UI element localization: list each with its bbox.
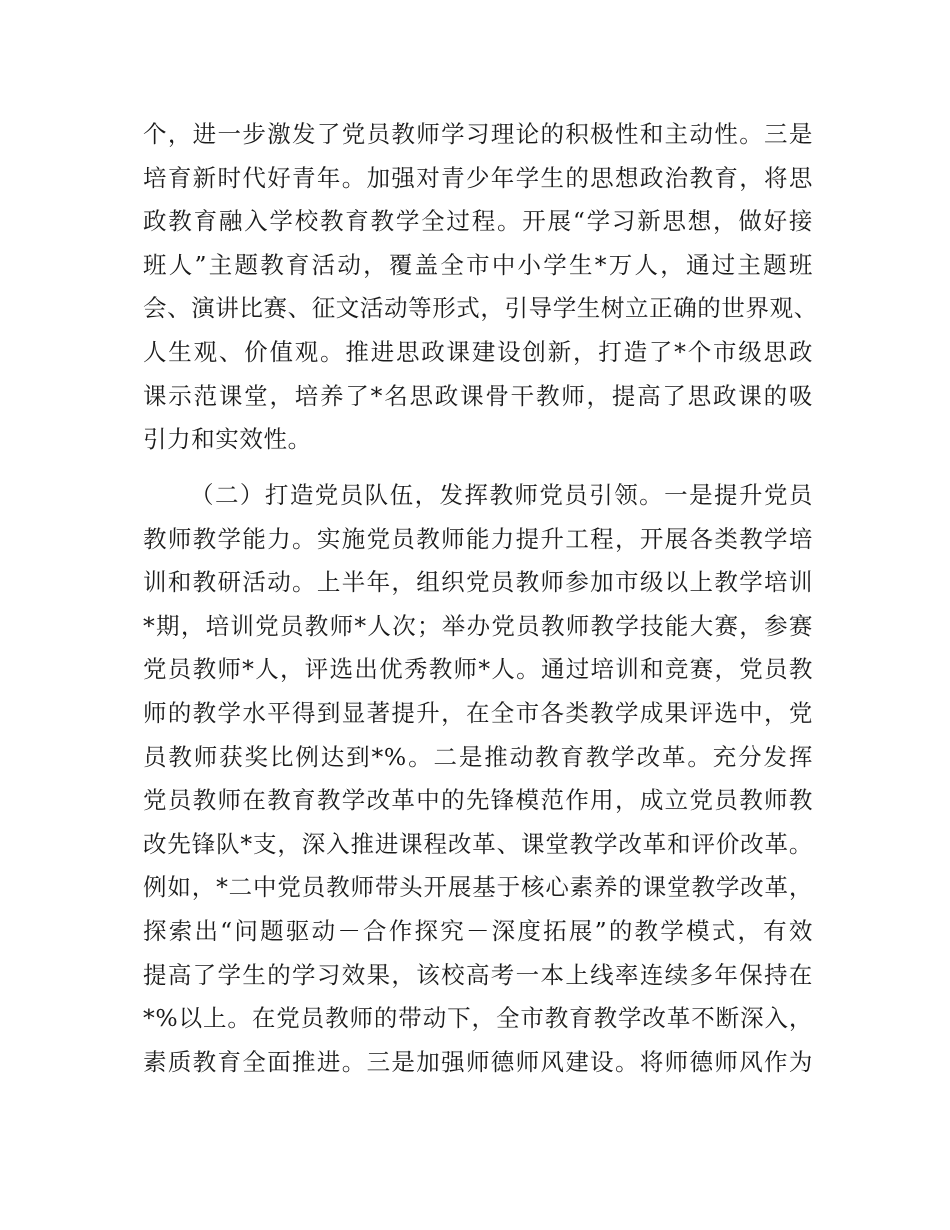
text-line: 政教育融入学校教育教学全过程。开展“学习新思想，做好接 bbox=[143, 207, 813, 236]
text-line: 探索出“问题驱动－合作探究－深度拓展”的教学模式，有效 bbox=[143, 916, 813, 945]
text-line: 党员教师在教育教学改革中的先锋模范作用，成立党员教师教 bbox=[143, 786, 813, 815]
text-line: 员教师获奖比例达到*%。二是推动教育教学改革。充分发挥 bbox=[143, 742, 813, 771]
text-line: *%以上。在党员教师的带动下，全市教育教学改革不断深入， bbox=[143, 1004, 813, 1033]
text-line: 人生观、价值观。推进思政课建设创新，打造了*个市级思政 bbox=[143, 337, 813, 366]
text-line: *期，培训党员教师*人次；举办党员教师教学技能大赛，参赛 bbox=[143, 611, 813, 640]
text-line-indented: （二）打造党员队伍，发挥教师党员引领。一是提升党员 bbox=[190, 481, 813, 509]
text-line: 班人”主题教育活动，覆盖全市中小学生*万人，通过主题班 bbox=[143, 250, 813, 279]
paragraph-2 bbox=[143, 474, 813, 1084]
text-line: 改先锋队*支，深入推进课程改革、课堂教学改革和评价改革。 bbox=[143, 829, 813, 858]
text-line: 会、演讲比赛、征文活动等形式，引导学生树立正确的世界观、 bbox=[143, 294, 818, 323]
text-line: 例如，*二中党员教师带头开展基于核心素养的课堂教学改革， bbox=[143, 873, 813, 902]
text-line: 党员教师*人，评选出优秀教师*人。通过培训和竞赛，党员教 bbox=[143, 655, 813, 684]
text-line: 提高了学生的学习效果，该校高考一本上线率连续多年保持在 bbox=[143, 960, 813, 989]
text-line-last: 引力和实效性。 bbox=[143, 425, 312, 454]
text-line: 素质教育全面推进。三是加强师德师风建设。将师德师风作为 bbox=[143, 1047, 813, 1076]
text-line: 教师教学能力。实施党员教师能力提升工程，开展各类教学培 bbox=[143, 524, 813, 553]
paragraph-1 bbox=[143, 113, 818, 462]
text-line: 培育新时代好青年。加强对青少年学生的思想政治教育，将思 bbox=[143, 163, 813, 192]
text-line: 个，进一步激发了党员教师学习理论的积极性和主动性。三是 bbox=[143, 120, 813, 148]
text-line: 训和教研活动。上半年，组织党员教师参加市级以上教学培训 bbox=[143, 568, 813, 597]
text-line: 课示范课堂，培养了*名思政课骨干教师，提高了思政课的吸 bbox=[143, 381, 813, 410]
text-line: 师的教学水平得到显著提升，在全市各类教学成果评选中，党 bbox=[143, 698, 813, 727]
